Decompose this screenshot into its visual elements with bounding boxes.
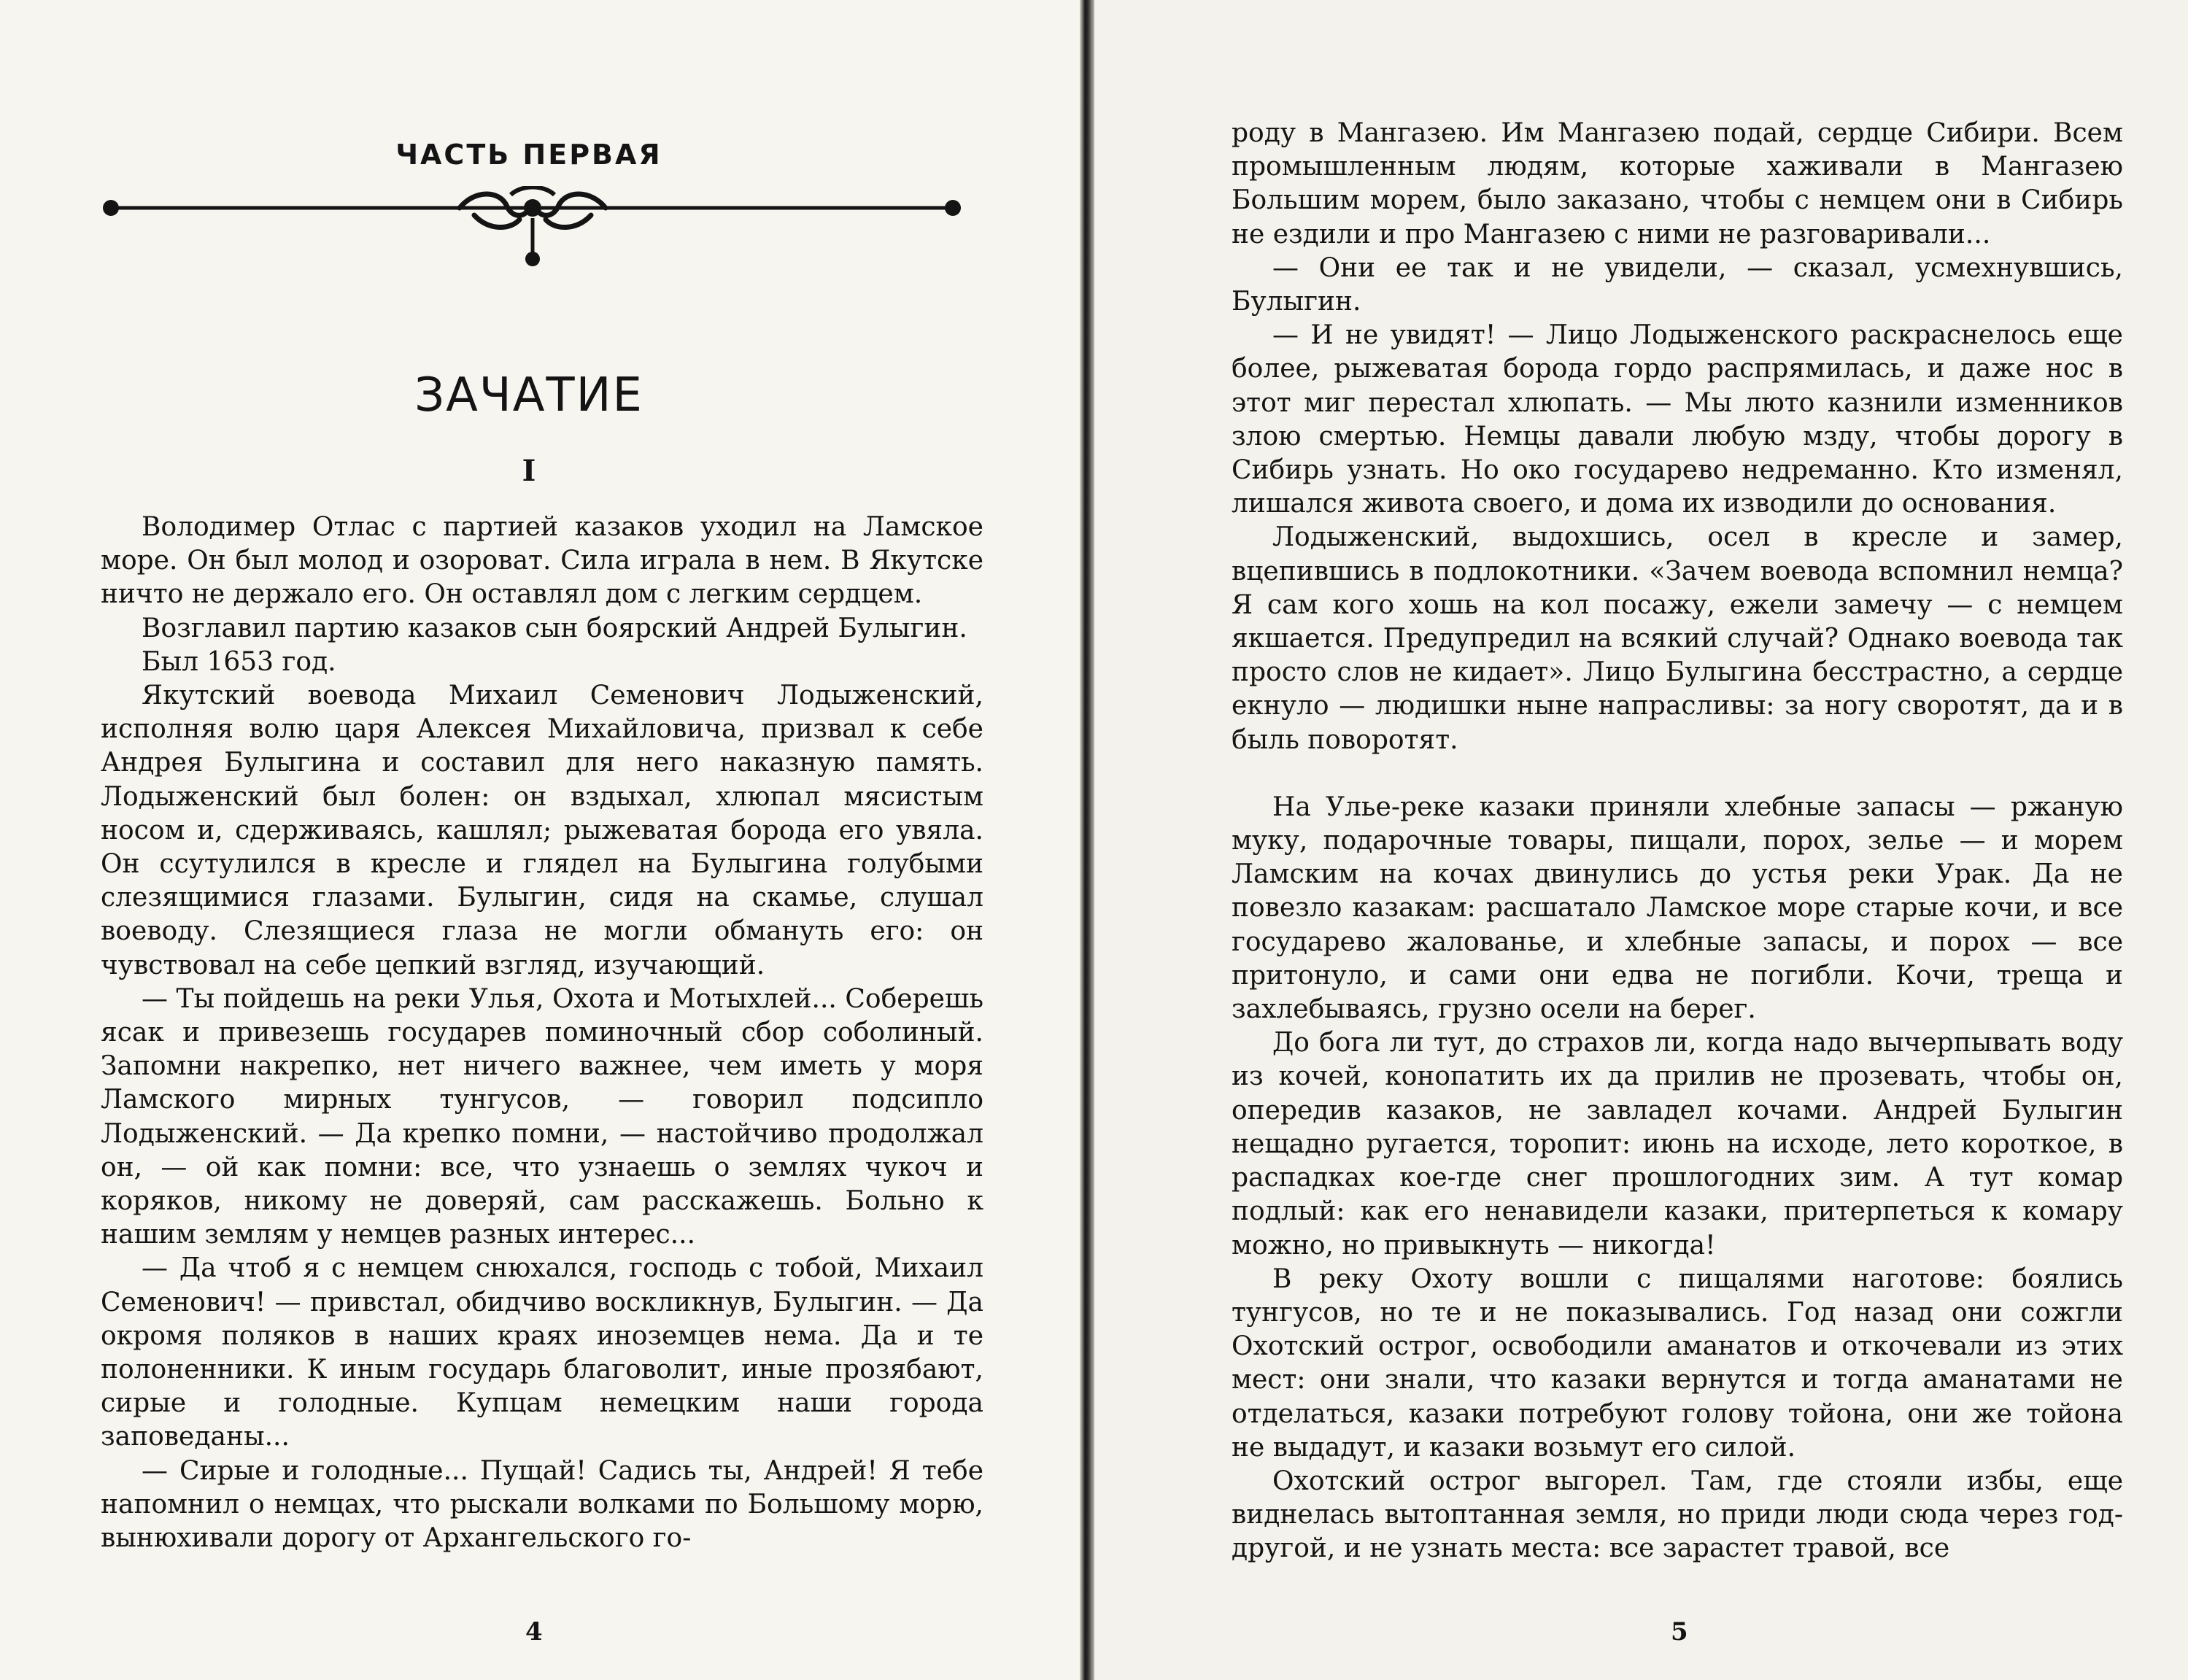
paragraph: — Да чтоб я с немцем снюхался, господь с тобой, Михаил Семенович! — привстал, обидчиво воскликнув, Булыгин. — Да окромя поляков в наших краях иноземцев нема. Да и те полоненники. К иным государь благоволит, иные прозябают, сирые и голодные. Купцам немецким наши города заповеданы... (101, 1253, 983, 1452)
chapter-title: ЗАЧАТИЕ (414, 368, 643, 422)
page-number: 4 (525, 1617, 543, 1646)
ornament-divider-icon (102, 186, 963, 274)
paragraph: В реку Охоту вошли с пищалями наготове: боялись тунгусов, но те и не показывались. Год назад они сожгли Охотский острог, освободили аманатов и откочевали из этих мест: они знали, что казаки вернутся и тогда аманатами не отделаться, казаки потребуют голову тойона, они же тойона не выдадут, и казаки возьмут его силой. (1232, 1263, 2123, 1463)
paragraph: Возглавил партию казаков сын боярский Андрей Булыгин. (142, 613, 967, 643)
left-page-body (101, 511, 983, 1555)
paragraph: — И не увидят! — Лицо Лодыженского раскраснелось еще более, рыжеватая борода гордо распрямилась, и даже нос в этот миг перестал хлюпать. — Мы люто казнили изменников злою смертью. Немцы давали любую мзду, чтобы дорогу в Сибирь узнать. Но око государево недреманно. Кто изменял, лишался живота своего, и дома их изводили до основания. (1232, 320, 2123, 519)
paragraph: Лодыженский, выдохшись, осел в кресле и замер, вцепившись в подлокотники. «Зачем воевода вспомнил немца? Я сам кого хошь на кол посажу, ежели замечу — с немцем якшается. Предупредил на всякий случай? Однако воевода так просто слов не кидает». Лицо Булыгина бесстрастно, а сердце екнуло — людишки ныне напрасливы: за ногу своротят, да и в быль поворотят. (1232, 522, 2123, 755)
left-page (0, 0, 1080, 1680)
paragraph: Был 1653 год. (142, 646, 336, 677)
book-gutter (1080, 0, 1094, 1680)
paragraph: — Они ее так и не увидели, — сказал, усмехнувшись, Булыгин. (1232, 252, 2123, 317)
part-title: ЧАСТЬ ПЕРВАЯ (395, 139, 662, 171)
section-number: I (522, 454, 536, 488)
paragraph: Володимер Отлас с партией казаков уходил на Ламское море. Он был молод и озороват. Сила играла в нем. В Якутске ничто не держало его. Он оставлял дом с легким сердцем. (101, 512, 983, 610)
right-page-body (1232, 117, 2123, 1566)
paragraph: роду в Мангазею. Им Мангазею подай, сердце Сибири. Всем промышленным людям, которые хаживали в Мангазею Большим морем, было заказано, чтобы с немцем они в Сибирь не ездили и про Мангазею с ними не разговаривали... (1232, 118, 2123, 249)
paragraph: — Ты пойдешь на реки Улья, Охота и Мотыхлей... Соберешь ясак и привезешь государев поминочный сбор соболиный. Запомни накрепко, нет ничего важнее, чем иметь у моря Ламского мирных тунгусов, — говорил подсипло Лодыженский. — Да крепко помни, — настойчиво продолжал он, — ой как помни: все, что узнаешь о землях чукоч и коряков, никому не доверяй, сам расскажешь. Больно к нашим землям у немцев разных интерес... (101, 983, 983, 1250)
paragraph: — Сирые и голодные... Пущай! Садись ты, Андрей! Я тебе напомнил о немцах, что рыскали волками по Большому морю, вынюхивали дорогу от Архангельского го- (101, 1455, 983, 1554)
page-number: 5 (1671, 1617, 1688, 1646)
paragraph: Охотский острог выгорел. Там, где стояли избы, еще виднелась вытоптанная земля, но приди люди сюда через год-другой, и не узнать места: все зарастет травой, все (1232, 1466, 2123, 1564)
paragraph: Якутский воевода Михаил Семенович Лодыженский, исполняя волю царя Алексея Михайловича, призвал к себе Андрея Булыгина и составил для него наказную память. Лодыженский был болен: он вздыхал, хлюпал мясистым носом и, сдерживаясь, кашлял; рыжеватая борода его увяла. Он ссутулился в кресле и глядел на Булыгина голубыми слезящимися глазами. Булыгин, сидя на скамье, слушал воеводу. Слезящиеся глаза не могли обмануть его: он чувствовал на себе цепкий взгляд, изучающий. (101, 681, 983, 980)
paragraph: До бога ли тут, до страхов ли, когда надо вычерпывать воду из кочей, конопатить их да прилив не прозевать, чтобы он, опередив казаков, не завладел кочами. Андрей Булыгин нещадно ругается, торопит: июнь на исходе, лето короткое, в распадках кое-где снег прошлогодних зим. А тут комар подлый: как его ненавидели казаки, притерпеться к комару можно, но привыкнуть — никогда! (1232, 1028, 2123, 1261)
paragraph: На Улье-реке казаки приняли хлебные запасы — ржаную муку, подарочные товары, пищали, порох, зелье — и морем Ламским на кочах двинулись до устья реки Урак. Да не повезло казакам: расшатало Ламское море старые кочи, и все государево жалованье, и хлебные запасы, и порох — все притонуло, и сами они едва не погибли. Кочи, треща и захлебываясь, грузно осели на берег. (1232, 791, 2123, 1025)
